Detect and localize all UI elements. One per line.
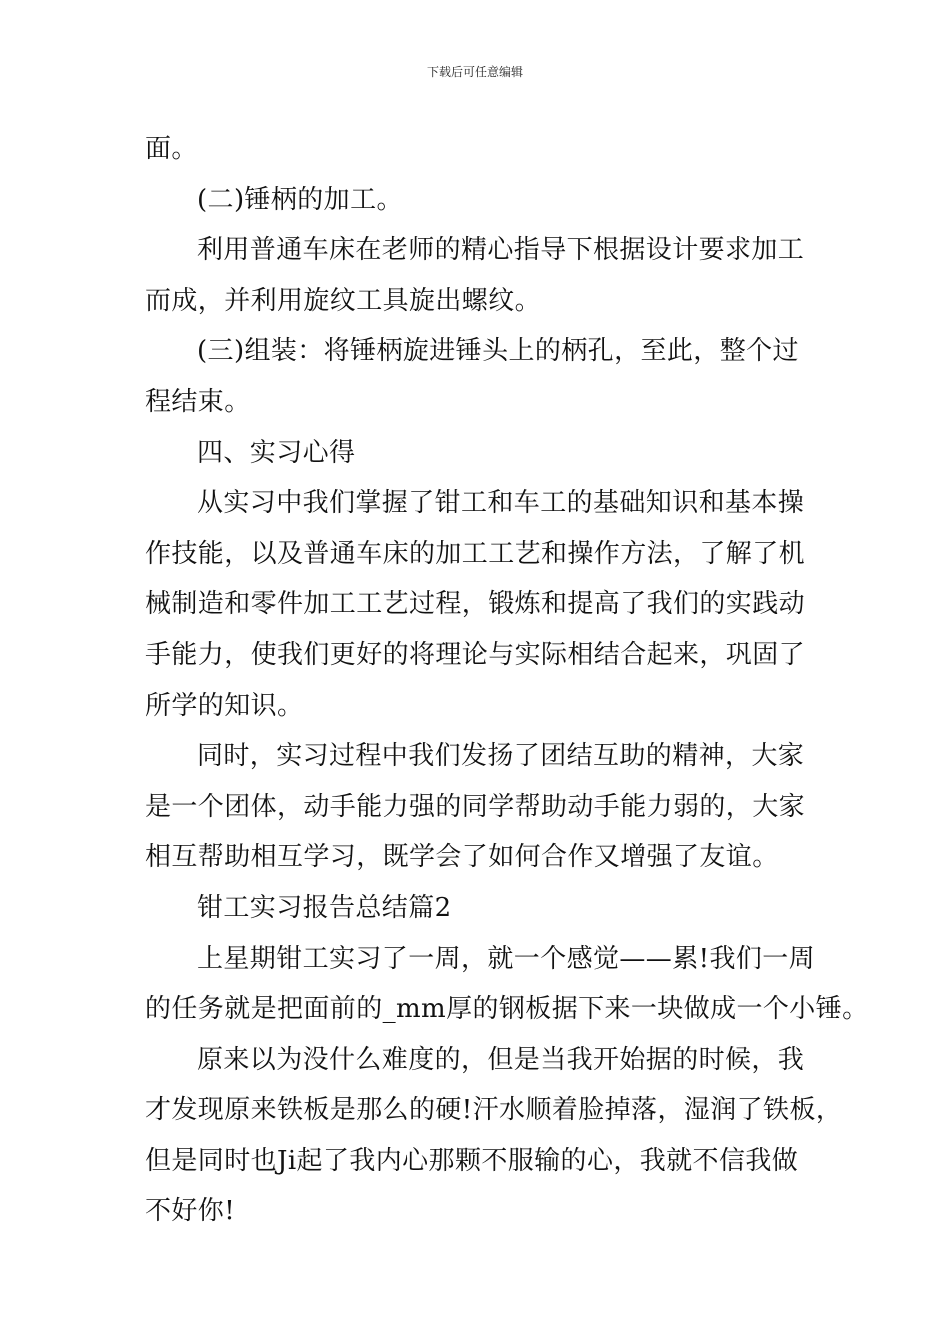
paragraph-line: 而成，并利用旋纹工具旋出螺纹。 — [145, 285, 542, 316]
paragraph-line: 程结束。 — [145, 386, 251, 417]
page-header: 下载后可任意编辑 — [426, 65, 523, 79]
paragraph-line: 作技能，以及普通车床的加工工艺和操作方法，了解了机 — [145, 538, 806, 569]
paragraph-line: 利用普通车床在老师的精心指导下根据设计要求加工 — [197, 235, 805, 266]
paragraph-line: 相互帮助相互学习，既学会了如何合作又增强了友谊。 — [145, 842, 779, 873]
paragraph-line: 上星期钳工实习了一周，就一个感觉——累!我们一周 — [197, 943, 816, 974]
section-heading: (三)组装：将锤柄旋进锤头上的柄孔，至此，整个过 — [197, 336, 799, 367]
paragraph-line: 从实习中我们掌握了钳工和车工的基础知识和基本操 — [197, 488, 805, 519]
document-body — [145, 124, 869, 1237]
paragraph-line: 同时，实习过程中我们发扬了团结互助的精神，大家 — [197, 741, 805, 772]
paragraph-line: 是一个团体，动手能力强的同学帮助动手能力弱的，大家 — [145, 791, 806, 822]
text-line: 面。 — [145, 134, 198, 164]
section-heading: 四、实习心得 — [197, 437, 356, 468]
paragraph-line: 原来以为没什么难度的，但是当我开始据的时候，我 — [197, 1044, 805, 1075]
paragraph-line: 手能力，使我们更好的将理论与实际相结合起来，巩固了 — [145, 639, 806, 670]
paragraph-line: 械制造和零件加工工艺过程，锻炼和提高了我们的实践动 — [145, 589, 806, 620]
paragraph-line: 不好你! — [145, 1196, 236, 1227]
paragraph-line: 但是同时也Ji起了我内心那颗不服输的心，我就不信我做 — [145, 1145, 799, 1176]
paragraph-line: 所学的知识。 — [145, 690, 304, 721]
section-heading: (二)锤柄的加工。 — [197, 184, 403, 215]
paragraph-line: 的任务就是把面前的_mm厚的钢板据下来一块做成一个小锤。 — [145, 994, 869, 1025]
paragraph-line: 才发现原来铁板是那么的硬!汗水顺着脸掉落，湿润了铁板， — [145, 1095, 843, 1126]
article-title: 钳工实习报告总结篇2 — [197, 892, 452, 923]
